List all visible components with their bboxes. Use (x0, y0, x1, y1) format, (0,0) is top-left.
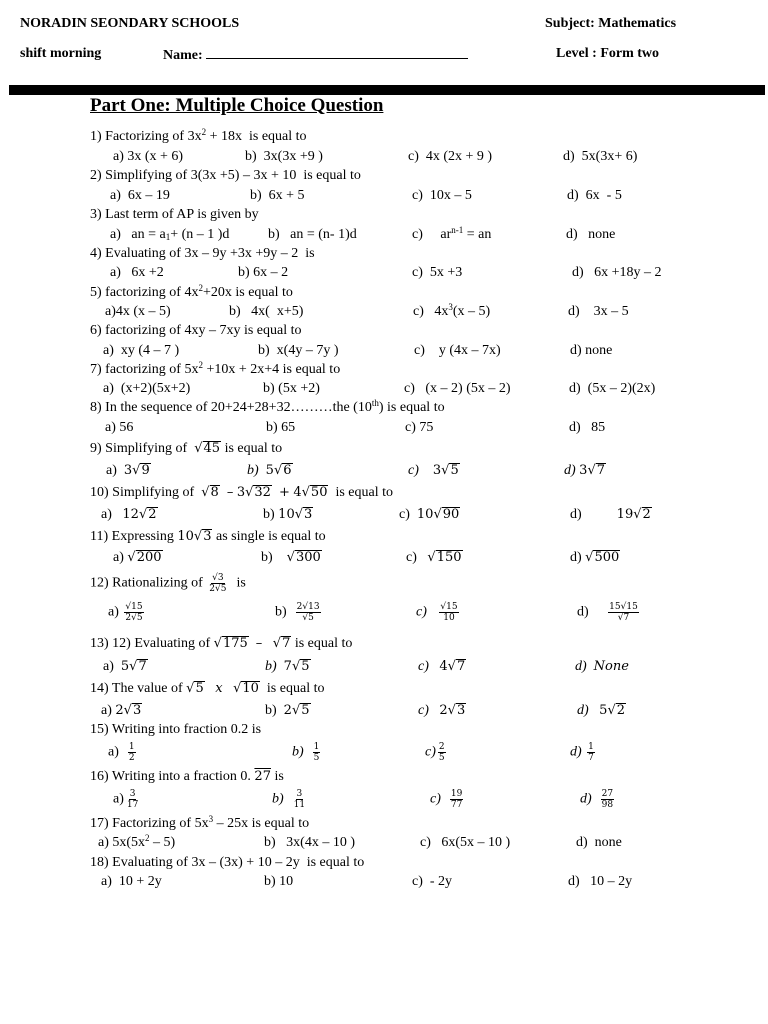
question-15-option-b: b) $\frac{1}{5}$ (292, 742, 320, 763)
question-13-option-b: b) 7√5 (265, 659, 310, 674)
question-2-stem: 2) Simplifying of 3(3x +5) – 3x + 10 is equal to (90, 168, 361, 183)
question-18-stem: 18) Evaluating of 3x – (3x) + 10 – 2y is equal to (90, 855, 365, 870)
question-1-option-d: d) 5x(3x+ 6) (563, 149, 638, 164)
part-title: Part One: Multiple Choice Question (90, 95, 384, 116)
question-2-option-a: a) 6x – 19 (110, 188, 170, 203)
question-13-option-a: a) 5√7 (103, 659, 147, 674)
question-18-option-a: a) 10 + 2y (101, 874, 162, 889)
question-3-option-b: b) an = (n- 1)d (268, 227, 357, 242)
question-1-stem: 1) Factorizing of $3x^2 + 18x$ is equal to (90, 127, 307, 144)
question-12-option-c: c) $\frac{√15}{10}$ (416, 602, 458, 623)
question-11-option-c: c) √150 (406, 550, 462, 565)
question-9-option-d: d) 3√7 (564, 463, 606, 478)
question-17-option-b: b) 3x(4x – 10 ) (264, 835, 355, 850)
question-10-stem: 10) Simplifying of √8 – 3√32 + 4√50 is equal to (90, 485, 394, 500)
question-5-option-a: a)4x (x – 5) (105, 304, 171, 319)
question-6-option-b: b) x(4y – 7y ) (258, 343, 339, 358)
question-16-stem: 16) Writing into a fraction 0. 27 is (90, 769, 284, 784)
question-15-stem: 15) Writing into fraction 0.2 is (90, 722, 262, 737)
question-10-option-c: c) 10√90 (399, 507, 460, 522)
question-15-option-c: c) $\frac{2}{5}$ (425, 742, 445, 763)
question-6-option-a: a) xy (4 – 7 ) (103, 343, 180, 358)
question-2-option-c: c) 10x – 5 (412, 188, 472, 203)
question-5-stem: 5) factorizing of $4x^2+20x$ is equal to (90, 283, 293, 300)
question-16-option-b: b) $\frac{3}{11}$ (272, 789, 306, 810)
question-13-stem: 13) 12) Evaluating of √175 – √7 is equal to (90, 636, 353, 651)
subject-label: Subject: Mathematics (545, 16, 677, 31)
question-5-option-c: c) $4x^3(x - 5)$ (413, 302, 491, 319)
question-9-option-c: c) 3√5 (408, 463, 459, 478)
question-9-option-a: a) 3√9 (106, 463, 150, 478)
question-7-option-c: c) (x – 2) (5x – 2) (404, 381, 511, 396)
question-17-option-c: c) 6x(5x – 10 ) (420, 835, 511, 850)
question-6-stem: 6) factorizing of 4xy – 7xy is equal to (90, 323, 302, 338)
question-3-option-c: c) $ar^{n-1}$ = an (412, 225, 492, 242)
question-4-stem: 4) Evaluating of 3x – 9y +3x +9y – 2 is (90, 246, 315, 261)
question-11-option-a: a) √200 (113, 550, 162, 565)
question-12-stem: 12) Rationalizing of $\frac{√3}{2√5}$ is (90, 573, 246, 594)
question-1-option-b: b) 3x(3x +9 ) (245, 149, 323, 164)
question-3-option-d: d) none (566, 227, 616, 242)
question-18-option-b: b) 10 (264, 874, 294, 889)
question-7-option-d: d) (5x – 2)(2x) (569, 381, 656, 396)
question-14-option-b: b) 2√5 (265, 703, 310, 718)
question-18-option-c: c) - 2y (412, 874, 453, 889)
question-8-option-d: d) 85 (569, 420, 606, 435)
question-6-option-c: c) y (4x – 7x) (414, 343, 501, 358)
question-14-option-c: c) 2√3 (418, 703, 466, 718)
question-17-option-d: d) none (576, 835, 622, 850)
question-16-option-d: d) $\frac{27}{98}$ (580, 789, 614, 810)
question-16-option-c: c) $\frac{19}{77}$ (430, 789, 463, 810)
question-10-option-d: d) 19√2 (570, 507, 651, 522)
question-13-option-c: c) 4√7 (418, 659, 466, 674)
name-label: Name: (163, 48, 203, 63)
question-17-stem: 17) Factorizing of $5x^3 - 25x$ is equal to (90, 814, 310, 831)
question-7-option-a: a) (x+2)(5x+2) (103, 381, 191, 396)
question-4-option-b: b) 6x – 2 (238, 265, 289, 280)
question-12-option-a: a) $\frac{√15}{2√5}$ (108, 602, 143, 623)
name-blank-line (206, 46, 468, 59)
question-15-option-d: d) $\frac{1}{7}$ (570, 742, 594, 763)
question-9-stem: 9) Simplifying of √45 is equal to (90, 441, 283, 456)
question-14-stem: 14) The value of √5 x √10 is equal to (90, 681, 325, 696)
question-4-option-a: a) 6x +2 (110, 265, 164, 280)
question-16-option-a: a) $\frac{3}{17}$ (113, 789, 139, 810)
question-14-option-a: a) 2√3 (101, 703, 142, 718)
header-divider (9, 85, 765, 95)
question-8-option-c: c) 75 (405, 420, 434, 435)
question-17-option-a: a) $5x(5x^2 - 5)$ (98, 833, 176, 850)
question-10-option-b: b) 10√3 (263, 507, 313, 522)
question-8-option-b: b) 65 (266, 420, 296, 435)
question-11-stem: 11) Expressing 10√3 as single is equal to (90, 529, 326, 544)
question-12-option-b: b) $\frac{2√13}{√5}$ (275, 602, 320, 623)
name-field (163, 46, 468, 64)
question-3-option-a: a) an = $a_1+ (n - 1$ )d (110, 227, 230, 242)
question-1-option-a: a) 3x (x + 6) (113, 149, 184, 164)
question-2-option-b: b) 6x + 5 (250, 188, 305, 203)
question-2-option-d: d) 6x - 5 (567, 188, 622, 203)
question-11-option-b: b) √300 (261, 550, 321, 565)
question-15-option-a: a) $\frac{1}{2}$ (108, 742, 135, 763)
question-3-stem: 3) Last term of AP is given by (90, 207, 259, 222)
school-name: NORADIN SEONDARY SCHOOLS (20, 16, 240, 31)
question-1-option-c: c) 4x (2x + 9 ) (408, 149, 493, 164)
question-5-option-d: d) 3x – 5 (568, 304, 629, 319)
question-6-option-d: d) none (570, 343, 613, 358)
question-12-option-d: d) $\frac{15√15}{√7}$ (577, 602, 638, 623)
question-13-option-d: d) None (575, 659, 629, 674)
level-label: Level : Form two (556, 46, 660, 61)
question-18-option-d: d) 10 – 2y (568, 874, 633, 889)
question-7-stem: 7) factorizing of $5x^2 +10x + 2x+4$ is equal to (90, 360, 341, 377)
question-7-option-b: b) (5x +2) (263, 381, 320, 396)
question-11-option-d: d) √500 (570, 550, 620, 565)
question-14-option-d: d) 5√2 (577, 703, 626, 718)
question-10-option-a: a) 12√2 (101, 507, 157, 522)
question-9-option-b: b) 5√6 (247, 463, 292, 478)
question-5-option-b: b) 4x( x+5) (229, 304, 304, 319)
shift-label: shift morning (20, 46, 102, 61)
question-8-stem: 8) In the sequence of 20+24+28+32………the (10th) is equal to (90, 398, 445, 415)
question-4-option-c: c) 5x +3 (412, 265, 463, 280)
question-4-option-d: d) 6x +18y – 2 (572, 265, 662, 280)
question-8-option-a: a) 56 (105, 420, 134, 435)
